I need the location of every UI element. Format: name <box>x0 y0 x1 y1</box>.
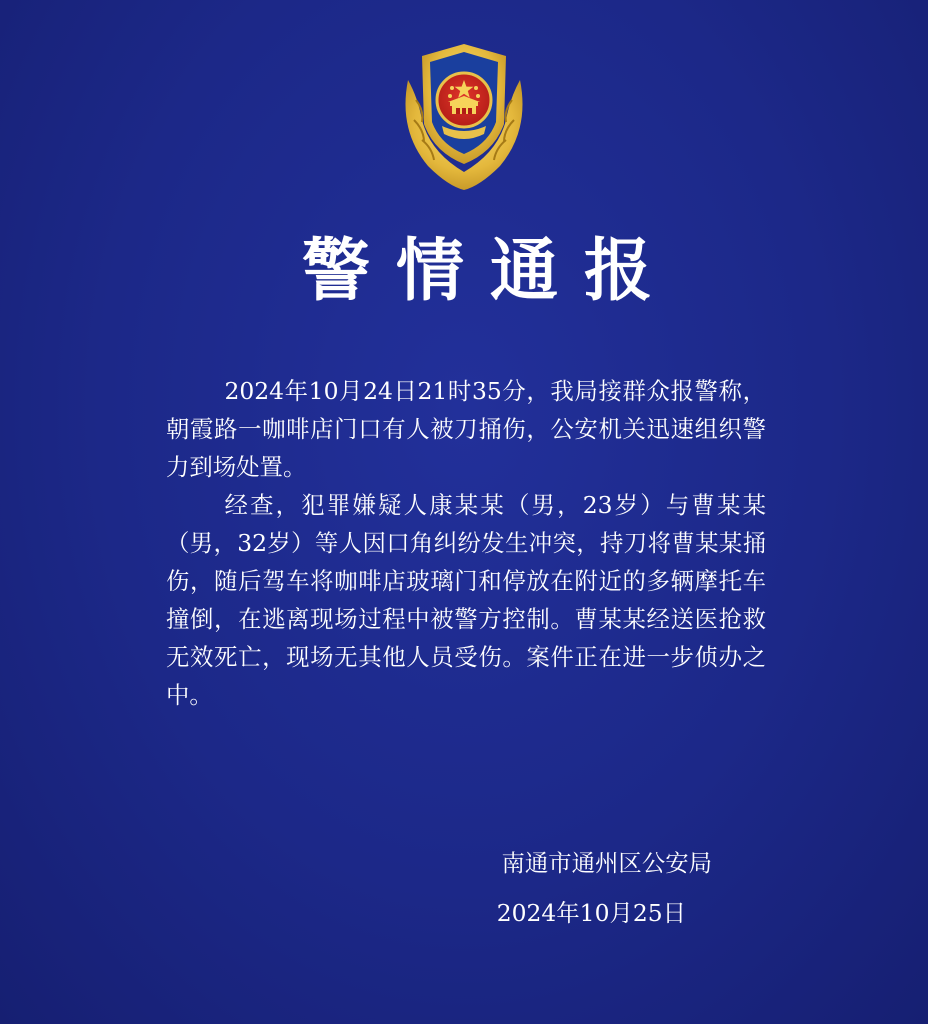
notice-body <box>166 372 766 714</box>
signature-date: 2024年10月25日 <box>496 899 686 927</box>
notice-title: 警情通报 <box>301 231 678 311</box>
notice-paragraph-2: 经查，犯罪嫌疑人康某某（男，23岁）与曹某某（男，32岁）等人因口角纠纷发生冲突，持刀将曹某某捅伤，随后驾车将咖啡店玻璃门和停放在附近的多辆摩托车撞倒，在逃离现场过程中被警方控制。曹某某经送医抢救无效死亡，现场无其他人员受伤。案件正在进一步侦办之中。 <box>166 491 766 709</box>
notice-signature <box>0 844 720 932</box>
police-emblem-icon <box>398 40 530 192</box>
signature-organization: 南通市通州区公安局 <box>501 849 712 877</box>
notice-paragraph-1: 2024年10月24日21时35分，我局接群众报警称，朝霞路一咖啡店门口有人被刀捅伤，公安机关迅速组织警力到场处置。 <box>166 377 766 481</box>
